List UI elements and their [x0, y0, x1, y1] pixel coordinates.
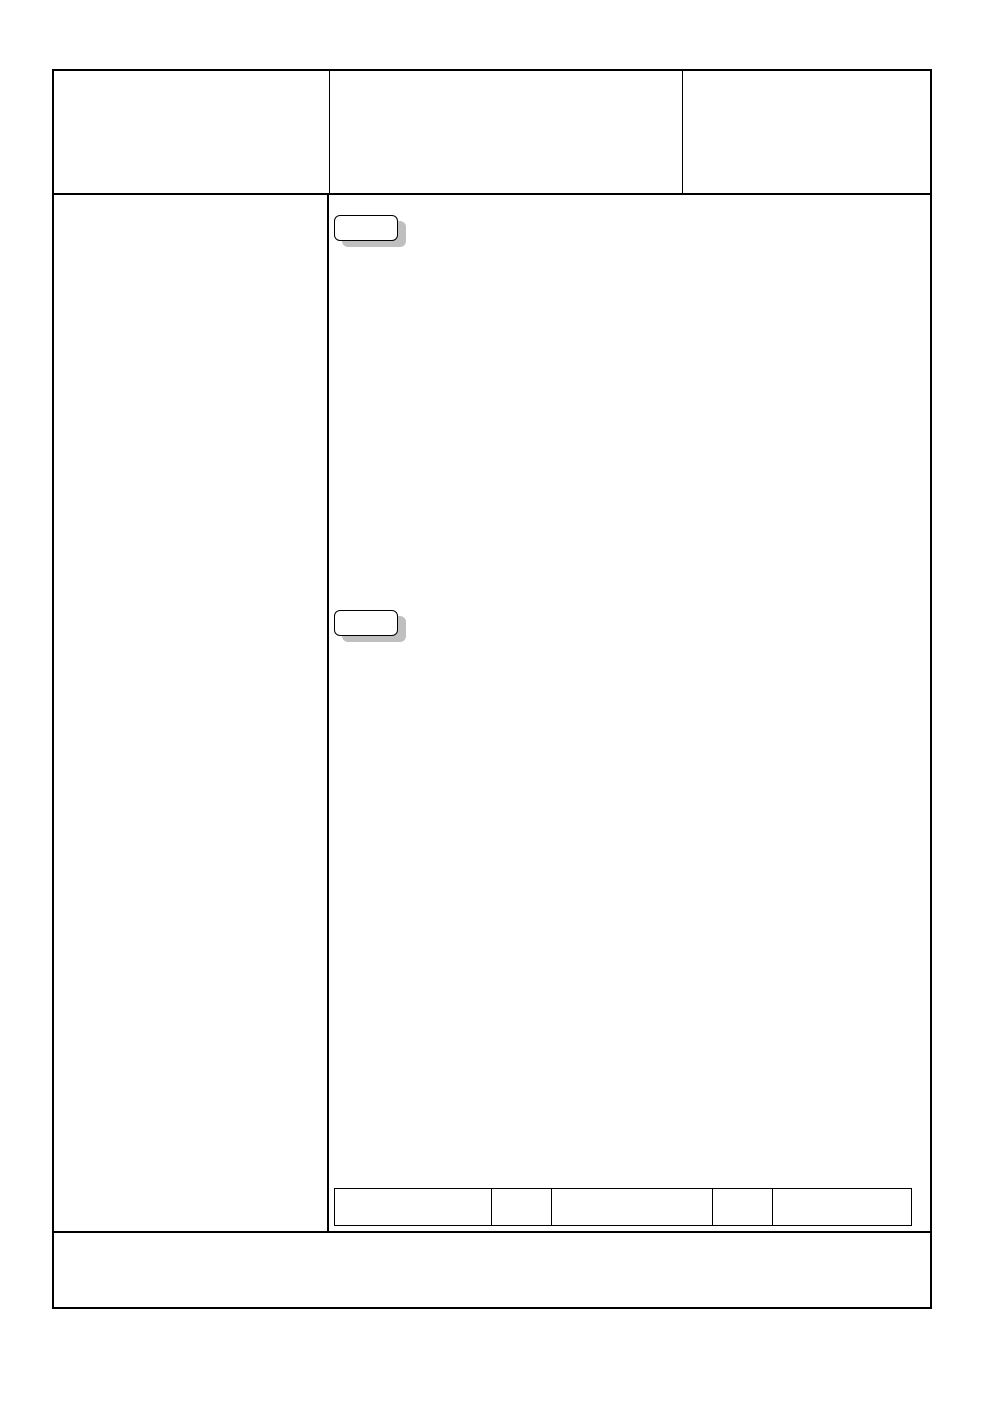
coffee-this-week-label [492, 1189, 552, 1225]
coffee-service-label [335, 1189, 492, 1225]
announcements-tag [334, 610, 398, 636]
coffee-next-week-label [713, 1189, 773, 1225]
bulletin-page [52, 69, 932, 1309]
coffee-next-week-group [773, 1189, 911, 1225]
header [54, 71, 930, 195]
header-staff [54, 71, 330, 193]
coffee-service-table [334, 1188, 912, 1226]
header-contacts [682, 71, 931, 193]
church-address [54, 73, 329, 95]
coffee-this-week-group [552, 1189, 713, 1225]
left-column [54, 193, 329, 1231]
footer [54, 1231, 930, 1309]
right-column [329, 193, 930, 1231]
parish-news-tag [334, 215, 398, 241]
